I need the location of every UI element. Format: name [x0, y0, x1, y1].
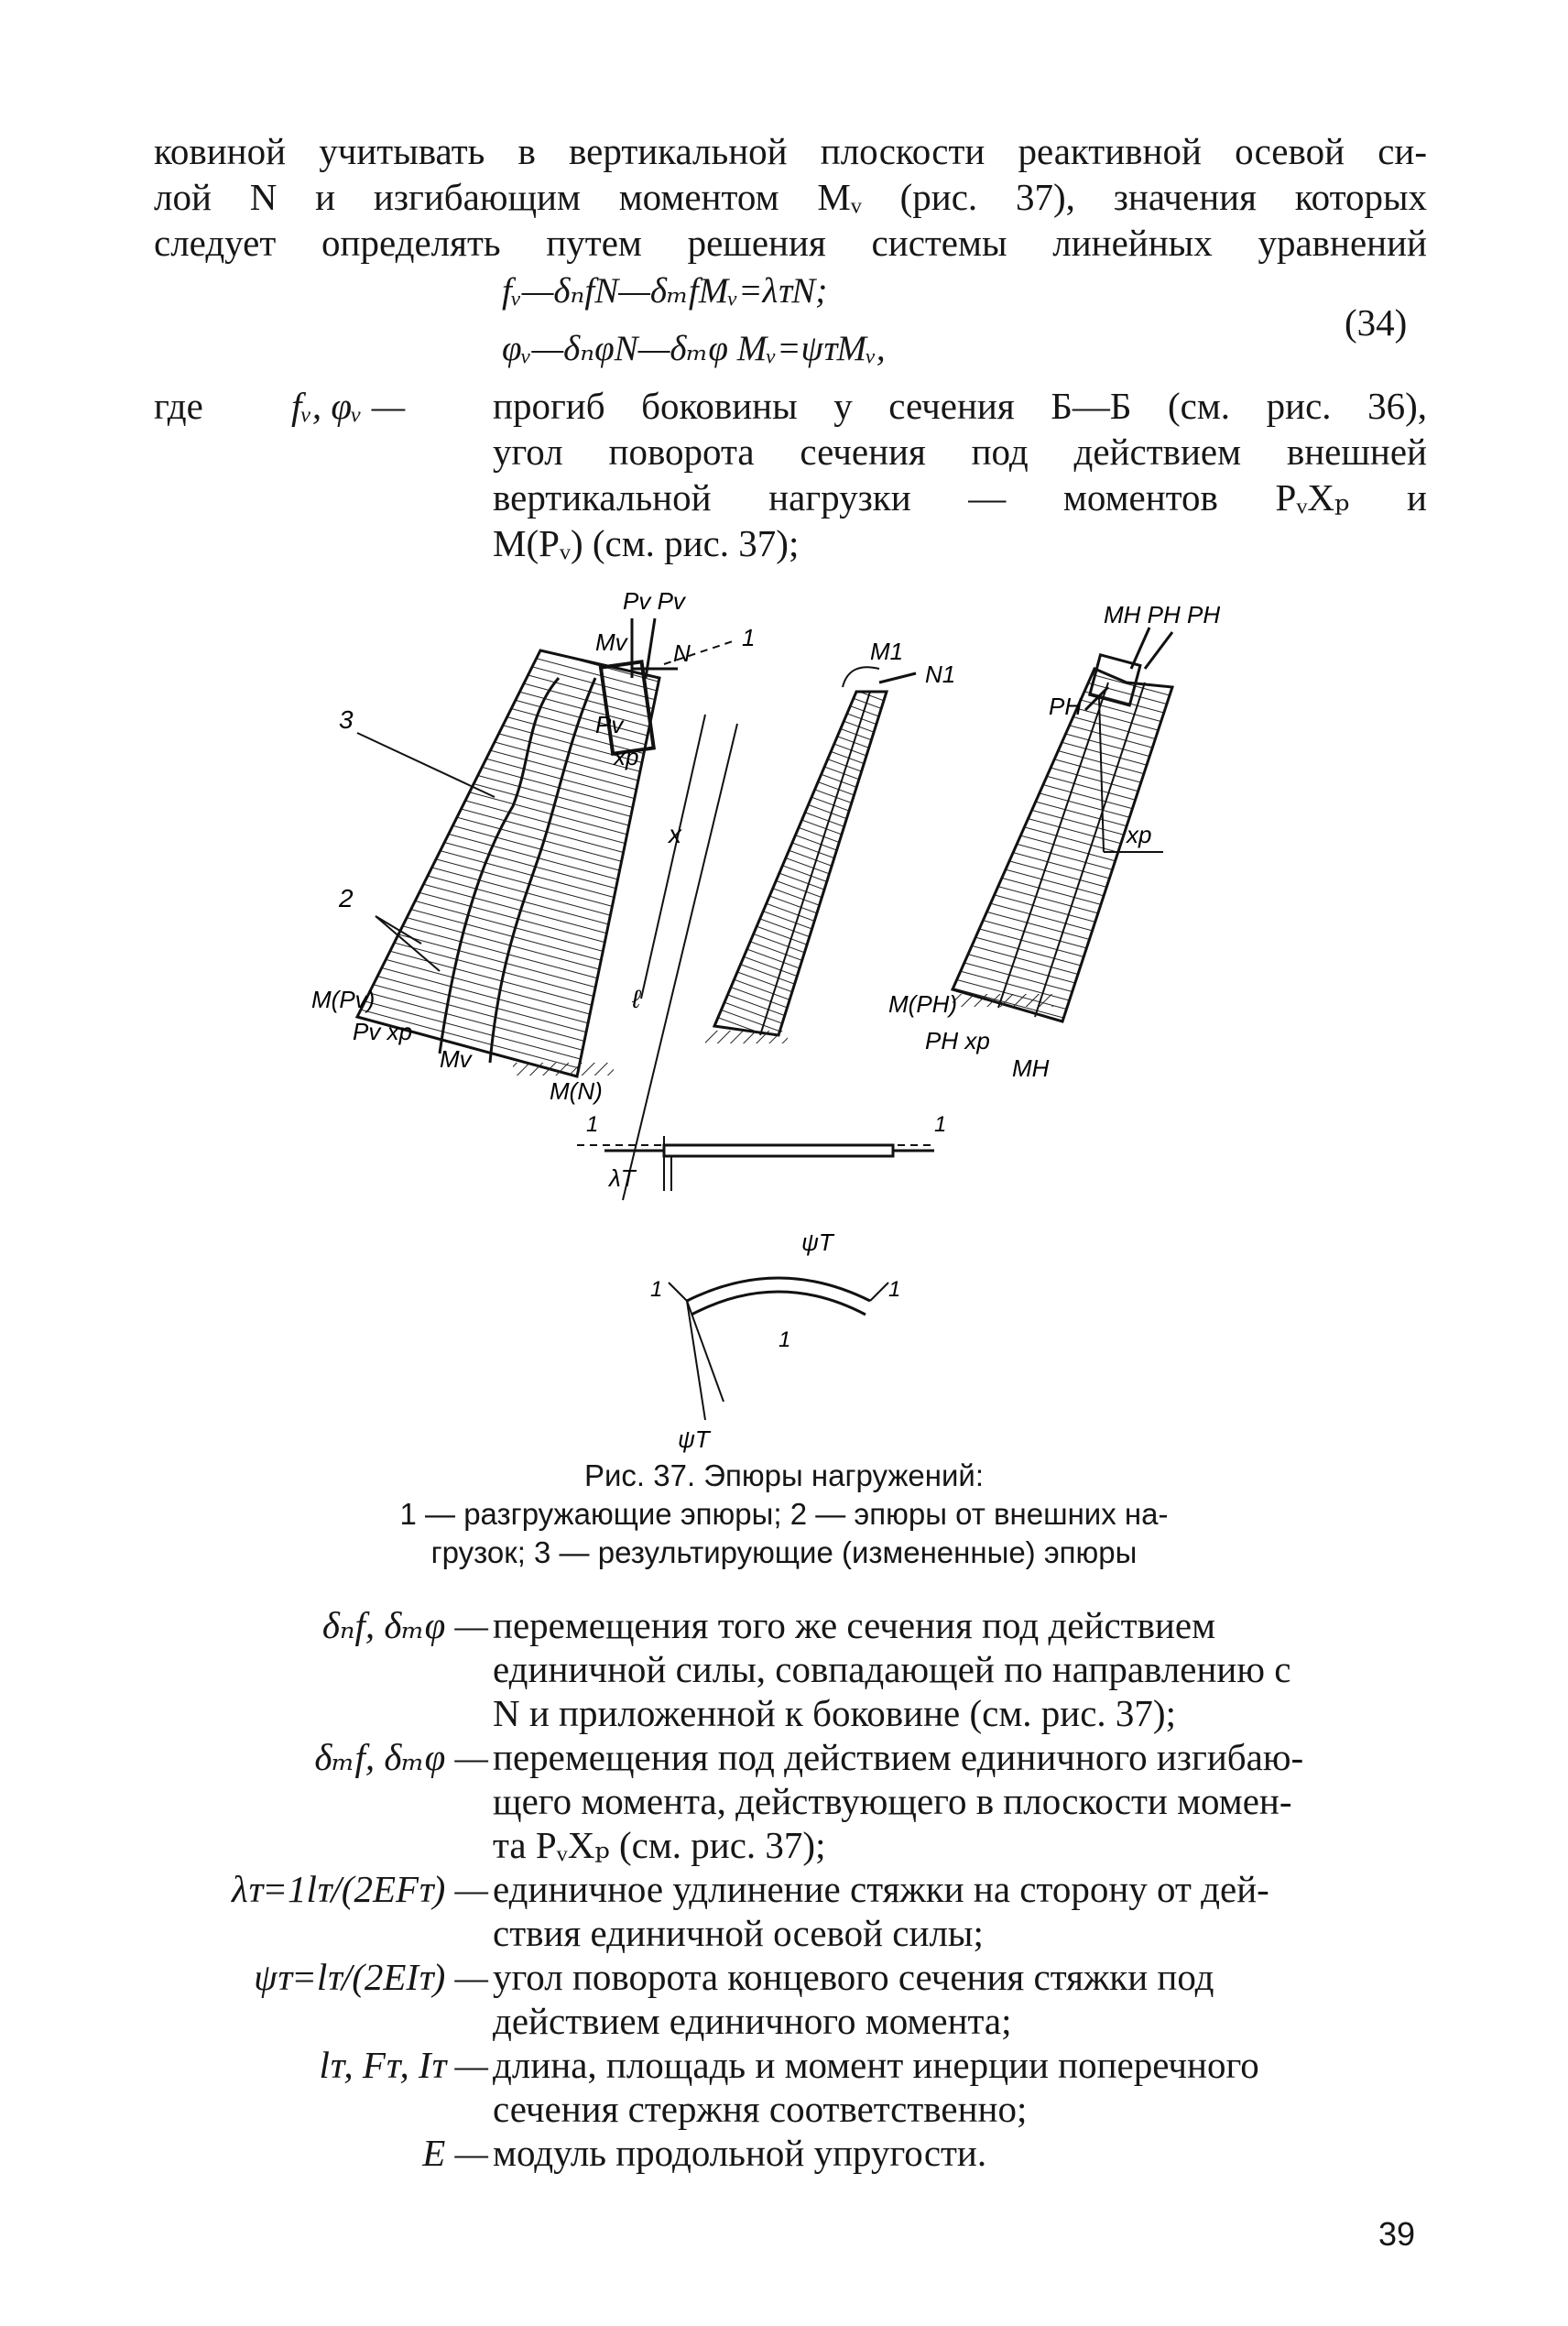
figure-37 — [302, 577, 1310, 1457]
definition-line: та PᵥXₚ (см. рис. 37); — [493, 1824, 826, 1866]
label-pv: Pv — [595, 711, 624, 738]
label-xp2: xp — [1127, 821, 1152, 848]
tie-rod-extension — [577, 1112, 946, 1192]
intro-line-2: лой N и изгибающим моментом Mᵥ (рис. 37), значения которых — [154, 176, 1427, 218]
where-desc-line-4: M(Pᵥ) (см. рис. 37); — [493, 522, 800, 564]
label-pv-top: Pv Pv — [623, 587, 685, 615]
figure-caption-line-3: грузок; 3 — результирующие (измененные) эпюры — [430, 1535, 1138, 1569]
label-m-pv: M(Pv) — [311, 986, 376, 1013]
definition-line: перемещения под действием единичного изгибаю- — [493, 1736, 1304, 1778]
definition-term: ψᴛ=lᴛ/(2EIᴛ) — — [254, 1956, 488, 1998]
definition-line: единичное удлинение стяжки на сторону от дей- — [493, 1868, 1269, 1910]
label-x: x — [669, 820, 681, 848]
where-desc-line-1: прогиб боковины у сечения Б—Б (см. рис. 36), — [493, 385, 1427, 427]
where-word: где — [154, 385, 203, 427]
intro-line-1: ковиной учитывать в вертикальной плоскости реактивной осевой си- — [154, 130, 1427, 172]
label-lambda-t: λT — [609, 1164, 636, 1192]
definition-term: E — — [422, 2132, 488, 2174]
label-psi-t-bottom: ψT — [678, 1425, 710, 1453]
label-ph: PH — [1049, 693, 1083, 720]
label-m1: M1 — [870, 638, 904, 665]
label-mv-bottom: Mv — [440, 1045, 472, 1073]
equation-2: φᵥ—δₙφN—δₘφ Mᵥ=ψᴛMᵥ, — [502, 329, 886, 368]
intro-line-3: следует определять путем решения системы линейных уравнений — [154, 222, 1427, 264]
where-desc-line-2: угол поворота сечения под действием внешней — [493, 431, 1427, 473]
tie-rod-rotation — [650, 1229, 900, 1453]
definition-line: перемещения того же сечения под действием — [493, 1604, 1216, 1646]
label-n: N — [673, 639, 691, 667]
page-number: 39 — [1378, 2215, 1416, 2253]
equation-number: (34) — [1345, 301, 1408, 344]
label-n1: N1 — [925, 661, 956, 688]
where-term: fᵥ, φᵥ — — [291, 385, 406, 427]
label-pv-xp: Pv xp — [353, 1018, 413, 1045]
definition-line: единичной силы, совпадающей по направлению с — [493, 1648, 1291, 1690]
definition-term: lᴛ, Fᴛ, Iᴛ — — [319, 2044, 488, 2086]
label-m-ph: M(PH) — [888, 990, 958, 1018]
definition-line: сечения стержня соответственно; — [493, 2088, 1028, 2130]
definition-line: действием единичного момента; — [493, 2000, 1012, 2042]
label-l: ℓ — [632, 985, 641, 1013]
definition-line: щего момента, действующего в плоскости момен- — [493, 1780, 1292, 1822]
figure-caption-title: Рис. 37. Эпюры нагружений: — [583, 1458, 985, 1492]
definition-line: угол поворота концевого сечения стяжки под — [493, 1956, 1214, 1998]
label-psi-t-top: ψT — [801, 1229, 833, 1256]
definition-term: λᴛ=1lᴛ/(2EFᴛ) — — [231, 1868, 488, 1910]
label-one-e: 1 — [888, 1277, 901, 1302]
equation-1: fᵥ—δₙfN—δₘfMᵥ=λᴛN; — [502, 271, 828, 311]
label-ph-xp: PH xp — [925, 1027, 990, 1054]
label-three: 3 — [339, 705, 354, 734]
definition-line: модуль продольной упругости. — [493, 2132, 987, 2174]
definition-line: длина, площадь и момент инерции поперечного — [493, 2044, 1259, 2086]
label-one-d: 1 — [650, 1277, 663, 1302]
definition-term: δₘf, δₘφ — — [314, 1736, 488, 1778]
label-one-f: 1 — [779, 1327, 791, 1352]
label-two: 2 — [339, 884, 354, 912]
definition-line: N и приложенной к боковине (см. рис. 37); — [493, 1692, 1176, 1734]
left-diagram — [311, 587, 755, 1200]
definition-line: ствия единичной осевой силы; — [493, 1912, 984, 1954]
middle-diagram — [705, 638, 958, 1043]
figure-caption-line-2: 1 — разгружающие эпюры; 2 — эпюры от внешних на- — [399, 1497, 1169, 1531]
label-m-n: M(N) — [550, 1077, 603, 1105]
label-mv: Mv — [595, 628, 627, 656]
label-one-a: 1 — [742, 624, 756, 651]
where-desc-line-3: вертикальной нагрузки — моментов PᵥXₚ и — [493, 476, 1427, 519]
label-xp: xp — [614, 743, 639, 770]
label-mh: MH — [1012, 1054, 1050, 1082]
label-mh-ph: MH PH PH — [1104, 601, 1221, 628]
label-one-b: 1 — [586, 1112, 599, 1137]
label-one-c: 1 — [934, 1112, 947, 1137]
definition-term: δₙf, δₘφ — — [321, 1604, 488, 1646]
